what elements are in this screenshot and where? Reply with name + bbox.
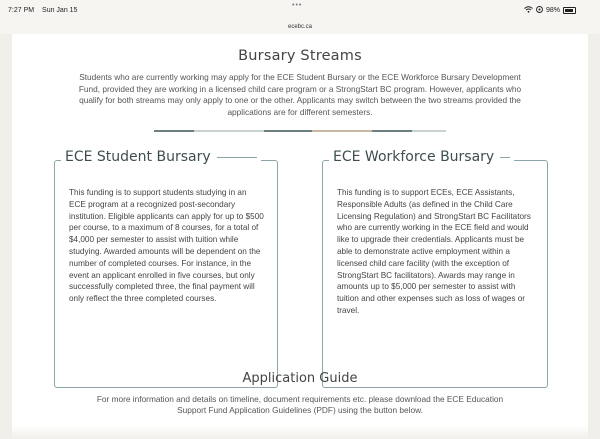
card-body: This funding is to support ECEs, ECE Assistants, Responsible Adults (as defined in the Child Care Licensing Regulation) and StrongStart BC Facilitators who are currently working in the ECE field and would like to upgrade their credentials. Applicants must be able to demonstrate active employment within a licensed child care facility (with the exception of StrongStart BC facilitators). Awards may range in amounts up to $5,000 per semester to assist with tuition and other expenses such as loss of wages or travel. [337,188,531,315]
status-date: Sun Jan 15 [42,6,78,14]
divider-segment [372,130,412,132]
address-bar[interactable] [0,20,600,34]
divider-segment [312,130,372,132]
bottom-fade [12,426,588,439]
bursary-streams-heading: Bursary Streams [238,48,362,64]
bursary-streams-intro: Students who are currently working may apply for the ECE Student Bursary or the ECE Workforce Bursary Development Fund, provided they are working in a licensed child care program or a StrongStart BC program. However, applicants who qualify for both streams may only apply to one or the other. Applicants may switch between the two streams provided the applications are for different semesters. [78,72,522,117]
battery-icon [563,7,576,14]
url-text: ecebc.ca [287,24,312,30]
application-guide-heading: Application Guide [242,371,358,386]
divider-segment [264,130,312,132]
divider-segment [154,130,194,132]
divider-segment [412,130,446,132]
ece-workforce-bursary-card [322,149,548,388]
card-title-text: ECE Workforce Bursary [333,149,495,165]
card-title-text: ECE Student Bursary [65,149,211,165]
section-divider [154,130,446,132]
ece-student-bursary-card [54,149,278,388]
card-title [61,149,261,165]
web-page [12,34,588,439]
card-title [329,149,514,165]
status-right [524,6,600,15]
title-rule [217,157,257,158]
status-left [0,7,83,14]
title-rule [500,157,510,158]
card-body: This funding is to support students studying in an ECE program at a recognized post-secondary institution. Eligible applicants can apply for up to $500 per course, to a maximum of 8 courses, for a total of $4,000 per semester to assist with tuition while studying. Awarded amounts will be dependent on the number of completed courses. For instance, in the event an applicant enrolled in five courses, but only successfully completed three, the final payment will only reflect the three completed courses. [69,188,264,304]
status-time: 7:27 PM [8,6,35,14]
divider-segment [194,130,264,132]
wifi-icon [524,6,533,15]
location-icon [536,6,543,15]
tab-more-dots[interactable]: ••• [292,2,303,9]
application-guide-text: For more information and details on timeline, document requirements etc. please download the ECE Education Support Fund Application Guidelines (PDF) using the button below. [96,394,504,415]
battery-percent: 98% [545,6,560,14]
